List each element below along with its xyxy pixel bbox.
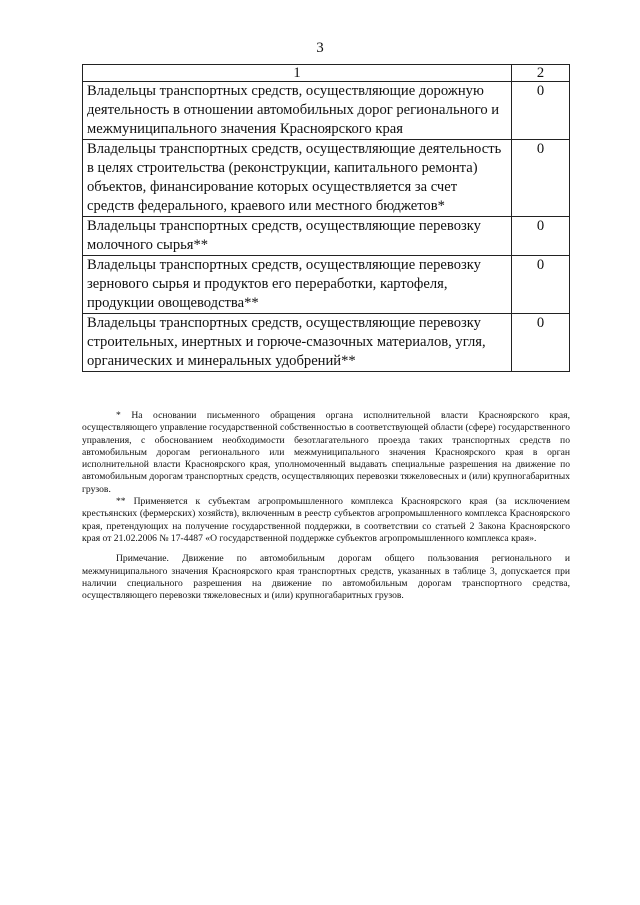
footnote-two-star: ** Применяется к субъектам агропромышленного комплекса Красноярского края (за исключением крестьянских (фермерских) хозяйств), включенным в реестр субъектов агропромышленного комплекса Красноярского края, претендующих на получение государственной поддержки, в соответствии со статьей 2 Закона Красноярского края от 21.02.2006 № 17-4487 «О государственной поддержке субъектов агропромышленного комплекса края».	[82, 496, 570, 544]
row-value: 0	[512, 217, 570, 256]
row-value: 0	[512, 140, 570, 217]
table-row	[83, 140, 570, 217]
table-row	[83, 314, 570, 372]
row-description: Владельцы транспортных средств, осуществляющие перевозку зернового сырья и продуктов его переработки, картофеля, продукции овощеводства**	[83, 256, 512, 314]
row-value: 0	[512, 314, 570, 372]
row-description: Владельцы транспортных средств, осуществляющие перевозку молочного сырья**	[83, 217, 512, 256]
row-description: Владельцы транспортных средств, осуществляющие дорожную деятельность в отношении автомобильных дорог регионального и межмуниципального значения Красноярского края	[83, 82, 512, 140]
column-header-1: 1	[83, 65, 512, 82]
footnotes	[82, 410, 570, 602]
vehicle-owners-table	[82, 64, 570, 372]
row-description: Владельцы транспортных средств, осуществляющие перевозку строительных, инертных и горюче-смазочных материалов, угля, органических и минеральных удобрений**	[83, 314, 512, 372]
note-paragraph: Примечание. Движение по автомобильным дорогам общего пользования регионального и межмуниципального значения Красноярского края транспортных средств, указанных в таблице 3, допускается при наличии специального разрешения на движение по автомобильным дорогам транспортного средства, осуществляющего перевозки тяжеловесных и (или) крупногабаритных грузов.	[82, 553, 570, 602]
footnote-one-star: * На основании письменного обращения органа исполнительной власти Красноярского края, осуществляющего управление государственной собственностью в соответствующей области (сфере) государственного управления, с обоснованием необходимости безотлагательного проезда таких транспортных средств по автомобильным дорогам регионального или межмуниципального значения Красноярского края в орган исполнительной власти Красноярского края, уполномоченный выдавать специальные разрешения на движение по автомобильным дорогам транспортных средств, осуществляющих перевозки тяжеловесных и (или) крупногабаритных грузов.	[82, 410, 570, 495]
table-header-row	[83, 65, 570, 82]
page-number: 3	[316, 40, 324, 56]
table-row	[83, 82, 570, 140]
row-value: 0	[512, 256, 570, 314]
column-header-2: 2	[512, 65, 570, 82]
table-row	[83, 217, 570, 256]
table-row	[83, 256, 570, 314]
row-description: Владельцы транспортных средств, осуществляющие деятельность в целях строительства (реконструкции, капитального ремонта) объектов, финансирование которых осуществляется за счет средств федерального, краевого или местного бюджетов*	[83, 140, 512, 217]
row-value: 0	[512, 82, 570, 140]
